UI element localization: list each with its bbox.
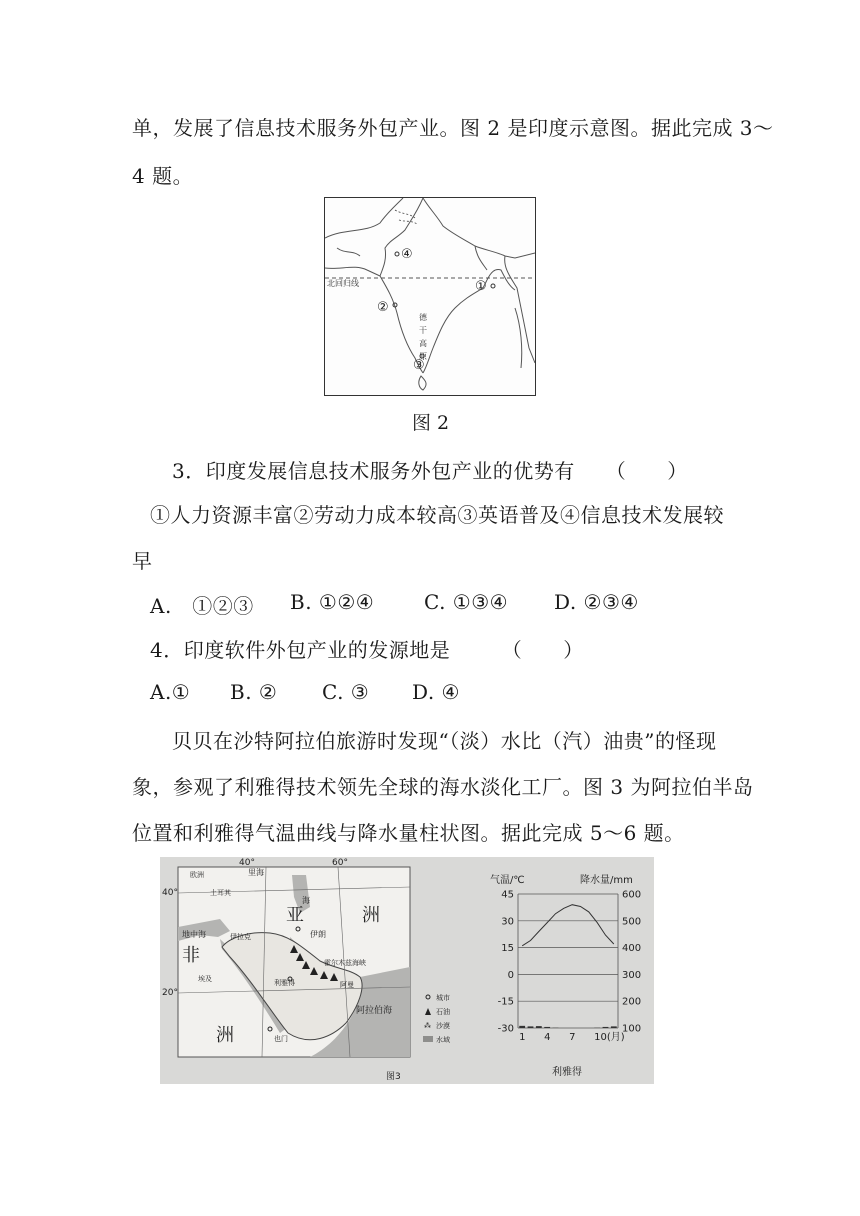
figure3-caption: 图3 (386, 1072, 401, 1082)
lon-label-60: 60° (332, 858, 348, 868)
legend-desert-icon: ⁂ (424, 1022, 431, 1030)
figure3-svg (160, 857, 654, 1084)
right-tick-label: 400 (622, 943, 642, 955)
label-oman: 阿曼 (340, 981, 354, 989)
lat-label-40: 40° (162, 888, 178, 898)
left-tick-label: 0 (507, 969, 514, 981)
label-europe: 欧洲 (190, 871, 204, 879)
paragraph2-line3: 位置和利雅得气温曲线与降水量柱状图。据此完成 5～6 题。 (132, 821, 685, 845)
india-map-svg (325, 198, 535, 395)
label-mediterranean: 地中海 (182, 930, 206, 939)
figure3 (160, 857, 654, 1084)
lon-label-40: 40° (239, 858, 255, 868)
x-tick-label: 1 (519, 1032, 526, 1043)
label-caspian: 里海 (248, 868, 264, 877)
right-tick-label: 200 (622, 996, 642, 1008)
label-yemen: 也门 (274, 1035, 288, 1043)
left-tick-label: 45 (501, 889, 514, 901)
left-tick-label: -15 (497, 996, 514, 1008)
label-sea: 海 (302, 896, 310, 905)
figure2-caption: 图 2 (412, 412, 450, 434)
marker-2: ② (377, 300, 389, 315)
x-tick-label: 10(月) (594, 1032, 625, 1043)
lat-label-20: 20° (162, 988, 178, 998)
question3-option-a: A. ①②③ (150, 594, 254, 618)
legend-desert: 沙漠 (436, 1022, 450, 1030)
plateau-char-4: 原 (419, 352, 427, 361)
x-tick-label: 7 (569, 1032, 576, 1043)
label-riyadh: 利雅得 (274, 979, 295, 987)
question4-option-b: B. ② (230, 680, 278, 704)
climate-chart (490, 873, 641, 1078)
paragraph1-line2: 4 题。 (132, 164, 194, 188)
label-iran: 伊朗 (310, 930, 326, 939)
station-label: 利雅得 (552, 1067, 582, 1078)
city-dot-1 (491, 284, 495, 288)
question3-statements-line2: 早 (132, 549, 153, 573)
left-tick-label: 15 (501, 943, 514, 955)
label-arabian-sea: 阿拉伯海 (356, 1006, 393, 1016)
legend-oil-icon (425, 1008, 431, 1015)
left-tick-label: 30 (501, 916, 514, 928)
map-legend (423, 993, 450, 1044)
paragraph2-line1: 贝贝在沙特阿拉伯旅游时发现“（淡）水比（汽）油贵”的怪现 (172, 729, 717, 753)
arabia-map (162, 858, 410, 1057)
question4-option-c: C. ③ (322, 680, 370, 704)
label-africa-1: 非 (182, 945, 200, 966)
paragraph1-line1: 单，发展了信息技术服务外包产业。图 2 是印度示意图。据此完成 3～ (132, 116, 774, 140)
marker-1: ① (475, 279, 487, 294)
label-hormuz: 霍尔木兹海峡 (324, 959, 366, 967)
question3-statements-line1: ①人力资源丰富②劳动力成本较高③英语普及④信息技术发展较 (150, 503, 724, 527)
question4-stem: 4．印度软件外包产业的发源地是 （ ） (150, 638, 584, 662)
plateau-char-2: 干 (419, 326, 427, 335)
plateau-char-3: 高 (419, 339, 427, 348)
legend-oil: 石油 (436, 1008, 450, 1016)
question3-stem: 3．印度发展信息技术服务外包产业的优势有 （ ） (172, 459, 688, 483)
question3-option-b: B. ①②④ (290, 590, 375, 614)
precip-bar (536, 1026, 542, 1028)
label-egypt: 埃及 (198, 975, 212, 983)
label-asia-1: 亚 (286, 905, 304, 926)
label-asia-2: 洲 (362, 905, 380, 926)
right-tick-label: 500 (622, 916, 642, 928)
x-tick-label: 4 (544, 1032, 551, 1043)
legend-water: 水域 (436, 1036, 450, 1044)
right-axis-title: 降水量/mm (580, 875, 633, 886)
left-axis-title: 气温/℃ (490, 875, 525, 886)
left-tick-label: -30 (497, 1023, 514, 1035)
legend-city-icon (426, 995, 430, 999)
right-tick-label: 100 (622, 1023, 642, 1035)
label-turkey: 土耳其 (210, 889, 231, 897)
question3-option-d: D. ②③④ (554, 590, 639, 614)
legend-water-icon (423, 1036, 433, 1042)
question3-option-c: C. ①③④ (424, 590, 509, 614)
precip-bar (528, 1026, 534, 1028)
marker-3: ③ (413, 358, 425, 373)
question4-option-a: A.① (150, 680, 191, 704)
marker-4: ④ (401, 247, 413, 262)
precip-bar (519, 1026, 525, 1028)
right-tick-label: 600 (622, 889, 642, 901)
paragraph2-line2: 象，参观了利雅得技术领先全球的海水淡化工厂。图 3 为阿拉伯半岛 (132, 775, 754, 799)
figure2-india-map (324, 197, 536, 396)
precip-bar (611, 1026, 617, 1028)
right-tick-label: 300 (622, 969, 642, 981)
tropic-label: 北回归线 (327, 279, 359, 288)
plateau-char-1: 德 (419, 313, 427, 322)
temperature-line (522, 905, 614, 946)
question4-option-d: D. ④ (412, 680, 460, 704)
label-iraq: 伊拉克 (230, 933, 251, 941)
precip-bar (603, 1027, 609, 1028)
legend-city: 城市 (436, 994, 450, 1002)
precip-bar (544, 1027, 550, 1028)
city-dot-4 (395, 252, 399, 256)
label-africa-2: 洲 (216, 1025, 234, 1046)
